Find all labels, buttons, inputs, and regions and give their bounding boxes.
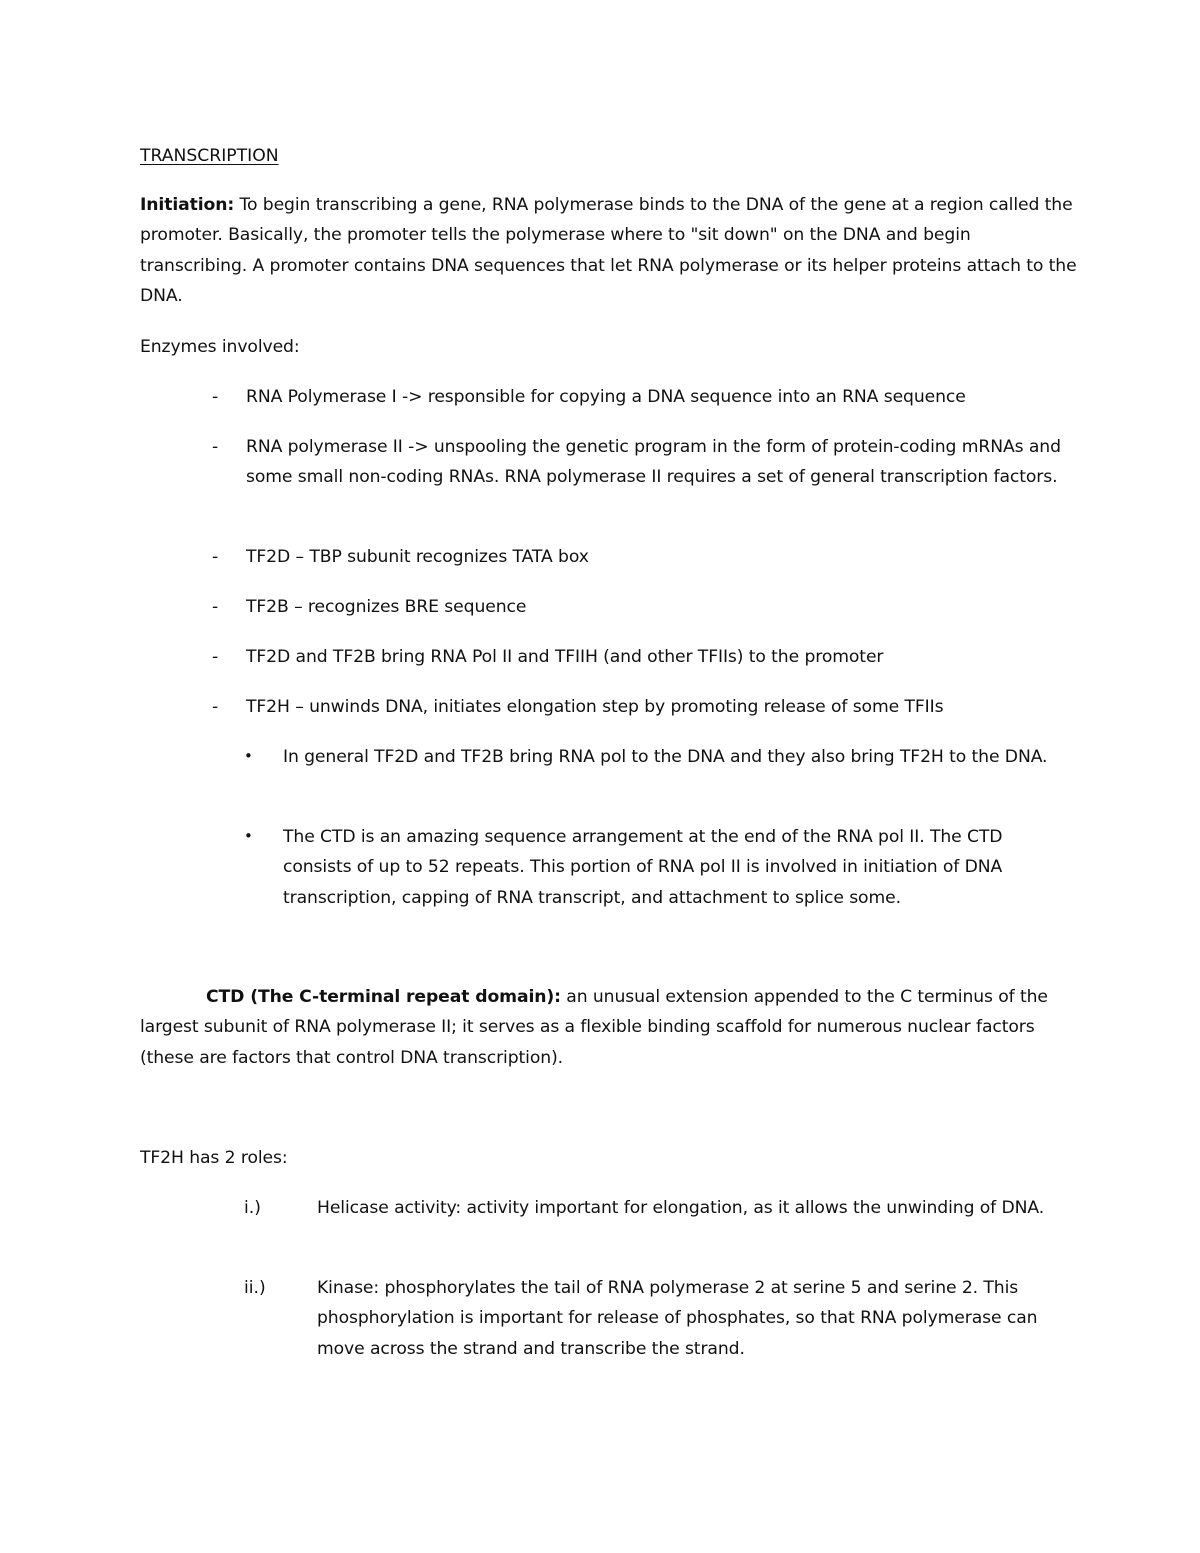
enzyme-item: TF2B – recognizes BRE sequence: [246, 597, 527, 617]
document-title: TRANSCRIPTION: [140, 146, 279, 166]
role-numeral: ii.): [244, 1278, 266, 1298]
bullet-item: The CTD is an amazing sequence arrangement at the end of the RNA pol II. The CTD consists of up to 52 repeats. This portion of RNA pol II is involved in initiation of DNA transcription, capping of RNA transcript, and attachment to splice some.: [283, 827, 1003, 908]
enzyme-item: TF2D – TBP subunit recognizes TATA box: [246, 547, 589, 567]
bullet-icon: •: [244, 827, 253, 845]
ctd-text: an unusual extension appended to the C terminus of the largest subunit of RNA polymerase II; it serves as a flexible binding scaffold for numerous nuclear factors (these are factors that control DNA transcription).: [140, 987, 1048, 1068]
role-text: Kinase: phosphorylates the tail of RNA polymerase 2 at serine 5 and serine 2. This phosphorylation is important for release of phosphates, so that RNA polymerase can move across the strand and transcribe the strand.: [317, 1278, 1038, 1359]
initiation-text: To begin transcribing a gene, RNA polymerase binds to the DNA of the gene at a region called the promoter. Basically, the promoter tells the polymerase where to "sit down" on the DNA and begin transcribing. A promoter contains DNA sequences that let RNA polymerase or its helper proteins attach to the DNA.: [140, 195, 1077, 307]
enzymes-heading: Enzymes involved:: [140, 337, 300, 357]
list-dash: -: [212, 597, 219, 617]
list-dash: -: [212, 437, 219, 457]
enzyme-item: RNA polymerase II -> unspooling the genetic program in the form of protein-coding mRNAs and some small non-coding RNAs. RNA polymerase II requires a set of general transcription factors.: [246, 437, 1061, 488]
list-dash: -: [212, 547, 219, 567]
list-dash: -: [212, 647, 219, 667]
enzyme-item: RNA Polymerase I -> responsible for copying a DNA sequence into an RNA sequence: [246, 387, 966, 407]
bullet-item: In general TF2D and TF2B bring RNA pol to the DNA and they also bring TF2H to the DNA.: [283, 747, 1048, 767]
enzyme-item: TF2H – unwinds DNA, initiates elongation step by promoting release of some TFIIs: [246, 697, 944, 717]
list-dash: -: [212, 697, 219, 717]
initiation-label: Initiation:: [140, 195, 235, 215]
tf2h-heading: TF2H has 2 roles:: [140, 1148, 288, 1168]
role-text: Helicase activity: activity important for elongation, as it allows the unwinding of DNA.: [317, 1198, 1045, 1218]
initiation-paragraph: [140, 190, 1080, 312]
ctd-label: CTD (The C-terminal repeat domain):: [206, 987, 561, 1007]
bullet-icon: •: [244, 747, 253, 765]
enzyme-item: TF2D and TF2B bring RNA Pol II and TFIIH (and other TFIIs) to the promoter: [246, 647, 884, 667]
role-numeral: i.): [244, 1198, 261, 1218]
list-dash: -: [212, 387, 219, 407]
ctd-paragraph: [140, 982, 1080, 1073]
